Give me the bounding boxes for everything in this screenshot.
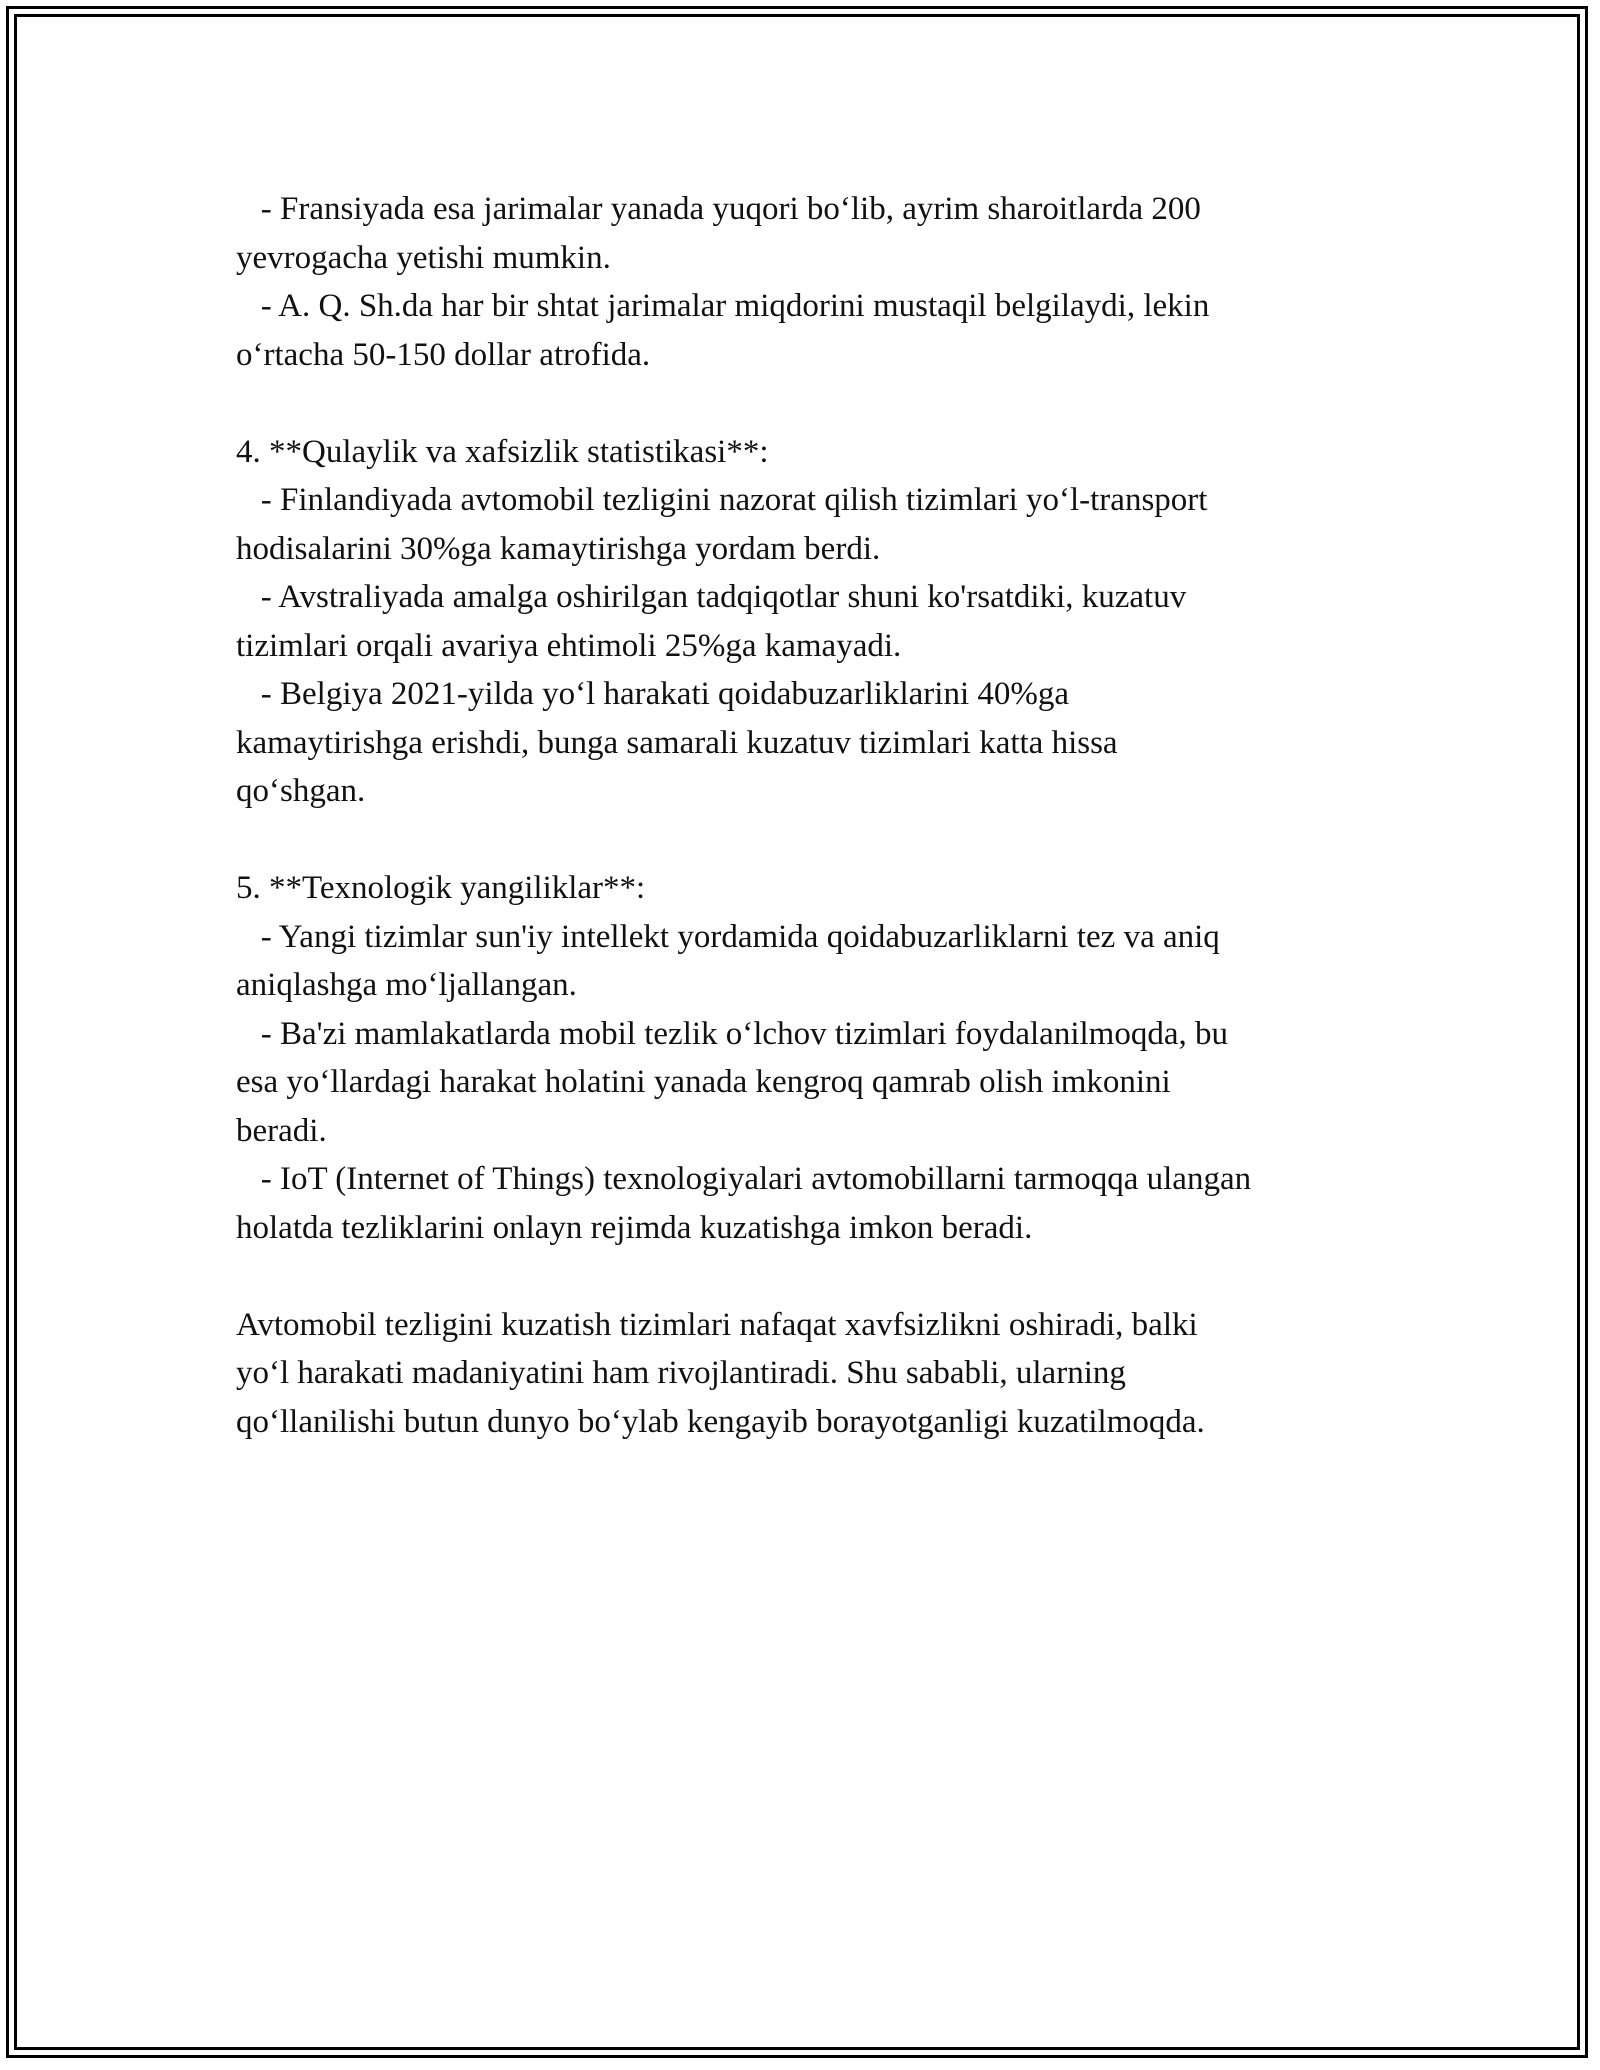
blank-line <box>236 1252 1416 1301</box>
blank-line <box>236 816 1416 865</box>
text-line: - Ba'zi mamlakatlarda mobil tezlik o‘lchov tizimlari foydalanilmoqda, bu <box>236 1015 1228 1052</box>
conclusion-line: qo‘llanilishi butun dunyo bo‘ylab kengayib borayotganligi kuzatilmoqda. <box>236 1403 1205 1440</box>
document-body <box>236 185 1416 1446</box>
text-line: - IoT (Internet of Things) texnologiyalari avtomobillarni tarmoqqa ulangan <box>236 1161 1252 1197</box>
section-heading: 5. **Texnologik yangiliklar**: <box>236 870 646 906</box>
conclusion-line: yo‘l harakati madaniyatini ham rivojlantiradi. Shu sababli, ularning <box>236 1355 1126 1391</box>
text-line: o‘rtacha 50-150 dollar atrofida. <box>236 336 651 373</box>
text-line: - Avstraliyada amalga oshirilgan tadqiqotlar shuni ko'rsatdiki, kuzatuv <box>236 579 1187 615</box>
text-line: qo‘shgan. <box>236 773 366 809</box>
blank-line <box>236 379 1416 428</box>
section-heading: 4. **Qulaylik va xafsizlik statistikasi**: <box>236 433 769 470</box>
text-line: holatda tezliklarini onlayn rejimda kuzatishga imkon beradi. <box>236 1209 1033 1246</box>
text-line: hodisalarini 30%ga kamaytirishga yordam berdi. <box>236 530 881 567</box>
text-line: - Finlandiyada avtomobil tezligini nazorat qilish tizimlari yo‘l-transport <box>236 482 1208 518</box>
text-line: - Fransiyada esa jarimalar yanada yuqori bo‘lib, ayrim sharoitlarda 200 <box>236 191 1201 227</box>
text-line: aniqlashga mo‘ljallangan. <box>236 967 577 1003</box>
text-line: beradi. <box>236 1112 327 1149</box>
text-line: tizimlari orqali avariya ehtimoli 25%ga kamayadi. <box>236 627 902 664</box>
text-line: esa yo‘llardagi harakat holatini yanada kengroq qamrab olish imkonini <box>236 1064 1171 1100</box>
text-line: kamaytirishga erishdi, bunga samarali kuzatuv tizimlari katta hissa <box>236 724 1118 761</box>
text-line: - A. Q. Sh.da har bir shtat jarimalar miqdorini mustaqil belgilaydi, lekin <box>236 288 1210 324</box>
conclusion-line: Avtomobil tezligini kuzatish tizimlari nafaqat xavfsizlikni oshiradi, balki <box>236 1306 1198 1343</box>
text-line: - Belgiya 2021-yilda yo‘l harakati qoidabuzarliklarini 40%ga <box>236 676 1069 712</box>
text-line: yevrogacha yetishi mumkin. <box>236 239 611 276</box>
text-line: - Yangi tizimlar sun'iy intellekt yordamida qoidabuzarliklarni tez va aniq <box>236 918 1220 955</box>
